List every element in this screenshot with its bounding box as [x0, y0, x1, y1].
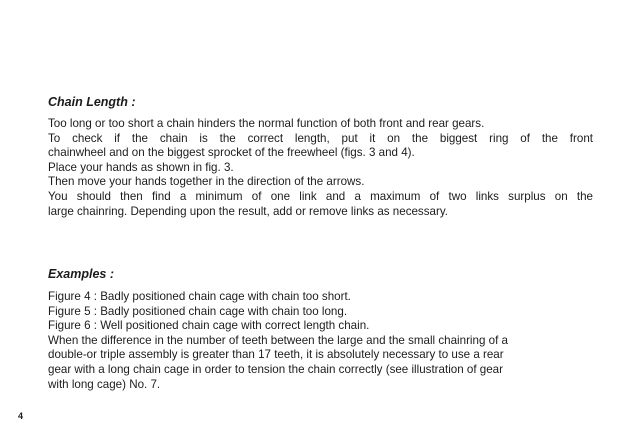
chain-length-paragraph [48, 117, 593, 219]
chain-length-line: Then move your hands together in the direction of the arrows. [48, 175, 365, 189]
examples-heading: Examples : [48, 267, 115, 281]
page-number: 4 [18, 411, 24, 421]
chain-length-line: chainwheel and on the biggest sprocket of the freewheel (figs. 3 and 4). [48, 146, 415, 160]
chain-length-line: large chainring. Depending upon the result, add or remove links as necessary. [48, 204, 448, 218]
examples-paragraph [48, 290, 593, 392]
chain-length-line: To check if the chain is the correct length, put it on the biggest ring of the front [48, 131, 593, 145]
examples-line: Figure 4 : Badly positioned chain cage with chain too short. [48, 290, 351, 303]
chain-length-line: Too long or too short a chain hinders the normal function of both front and rear gears. [48, 117, 485, 130]
examples-line: Figure 5 : Badly positioned chain cage with chain too long. [48, 304, 348, 318]
chain-length-line: You should then find a minimum of one link and a maximum of two links surplus on the [48, 189, 593, 203]
chain-length-line: Place your hands as shown in fig. 3. [48, 160, 234, 174]
examples-line: with long cage) No. 7. [48, 377, 161, 391]
examples-line: double-or triple assembly is greater than 17 teeth, it is absolutely necessary to use a rear [48, 348, 504, 362]
examples-line: When the difference in the number of teeth between the large and the small chainring of a [48, 333, 508, 347]
examples-line: gear with a long chain cage in order to tension the chain correctly (see illustration of gear [48, 362, 503, 376]
examples-line: Figure 6 : Well positioned chain cage with correct length chain. [48, 319, 370, 333]
chain-length-heading: Chain Length : [48, 95, 136, 109]
